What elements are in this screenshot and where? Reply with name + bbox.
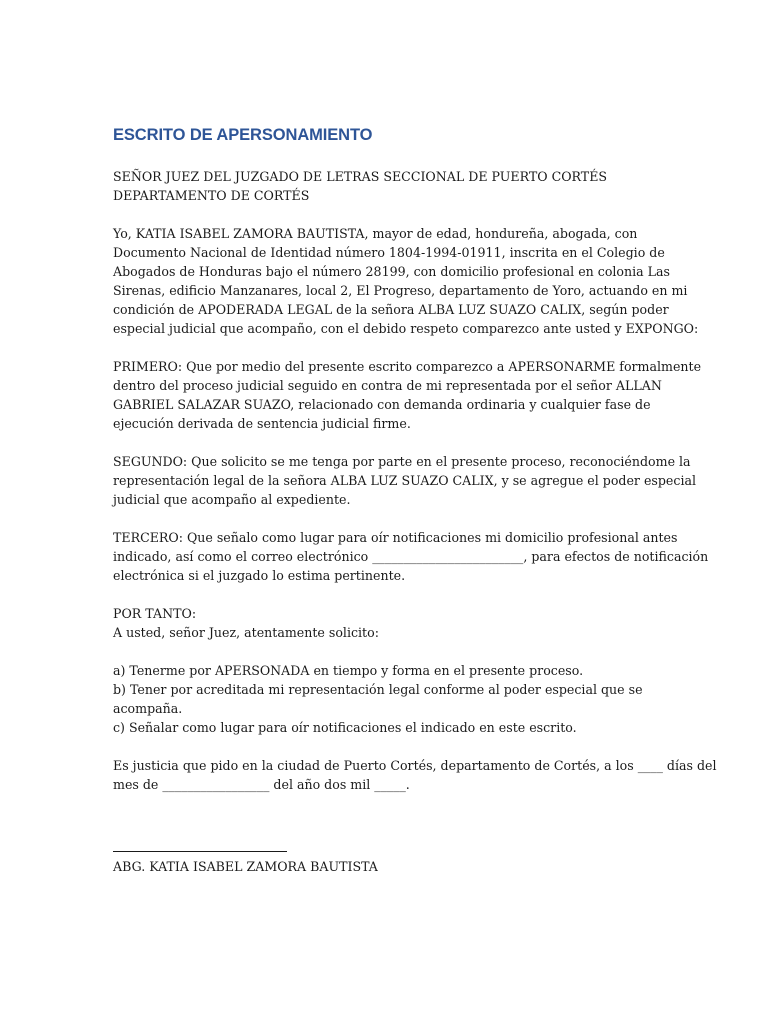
primero-paragraph xyxy=(113,357,702,433)
closing-line: mes de _________________ del año dos mil _____. xyxy=(113,777,410,792)
closing-line: Es justicia que pido en la ciudad de Puerto Cortés, departamento de Cortés, a los ____ días del xyxy=(113,758,717,773)
salutation xyxy=(113,167,661,205)
request-item: a) Tenerme por APERSONADA en tiempo y forma en el presente proceso. xyxy=(113,663,584,678)
intro-line: condición de APODERADA LEGAL de la señora ALBA LUZ SUAZO CALIX, según poder xyxy=(113,302,669,317)
primero-line: GABRIEL SALAZAR SUAZO, relacionado con demanda ordinaria y cualquier fase de xyxy=(113,397,651,412)
intro-line: especial judicial que acompaño, con el debido respeto comparezco ante usted y EXPONGO: xyxy=(113,321,699,336)
request-item: b) Tener por acreditada mi representación legal conforme al poder especial que se xyxy=(113,682,643,697)
intro-paragraph xyxy=(113,224,699,338)
tercero-line: TERCERO: Que señalo como lugar para oír notificaciones mi domicilio profesional antes xyxy=(113,530,678,545)
por-tanto-line: A usted, señor Juez, atentamente solicito: xyxy=(113,625,379,640)
primero-line: dentro del proceso judicial seguido en contra de mi representada por el señor ALLAN xyxy=(113,378,662,393)
signature-name: ABG. KATIA ISABEL ZAMORA BAUTISTA xyxy=(113,859,378,874)
request-item: acompaña. xyxy=(113,701,183,716)
requests-list xyxy=(113,661,661,737)
tercero-line: indicado, así como el correo electrónico ________________________, para efectos de notificación xyxy=(113,549,709,564)
intro-line: Abogados de Honduras bajo el número 28199, con domicilio profesional en colonia Las xyxy=(113,264,670,279)
document-title: ESCRITO DE APERSONAMIENTO xyxy=(113,126,373,144)
tercero-line: electrónica si el juzgado lo estima pertinente. xyxy=(113,568,406,583)
segundo-line: judicial que acompaño al expediente. xyxy=(113,492,351,507)
segundo-line: SEGUNDO: Que solicito se me tenga por parte en el presente proceso, reconociéndome la xyxy=(113,454,691,469)
intro-line: Sirenas, edificio Manzanares, local 2, El Progreso, departamento de Yoro, actuando en mi xyxy=(113,283,688,298)
salutation-line: DEPARTAMENTO DE CORTÉS xyxy=(113,188,310,203)
por-tanto-heading: POR TANTO: xyxy=(113,606,197,621)
salutation-line: SEÑOR JUEZ DEL JUZGADO DE LETRAS SECCIONAL DE PUERTO CORTÉS xyxy=(113,169,608,184)
signature-line xyxy=(113,851,287,852)
segundo-line: representación legal de la señora ALBA LUZ SUAZO CALIX, y se agregue el poder especial xyxy=(113,473,697,488)
intro-line: Yo, KATIA ISABEL ZAMORA BAUTISTA, mayor de edad, hondureña, abogada, con xyxy=(113,226,638,241)
por-tanto-paragraph xyxy=(113,604,661,642)
request-item: c) Señalar como lugar para oír notificaciones el indicado en este escrito. xyxy=(113,720,577,735)
tercero-paragraph xyxy=(113,528,709,585)
signature-spacer xyxy=(113,813,661,851)
intro-line: Documento Nacional de Identidad número 1804-1994-01911, inscrita en el Colegio de xyxy=(113,245,665,260)
closing-paragraph xyxy=(113,756,717,794)
primero-line: ejecución derivada de sentencia judicial firme. xyxy=(113,416,411,431)
segundo-paragraph xyxy=(113,452,697,509)
document-page xyxy=(113,125,717,876)
primero-line: PRIMERO: Que por medio del presente escrito comparezco a APERSONARME formalmente xyxy=(113,359,702,374)
